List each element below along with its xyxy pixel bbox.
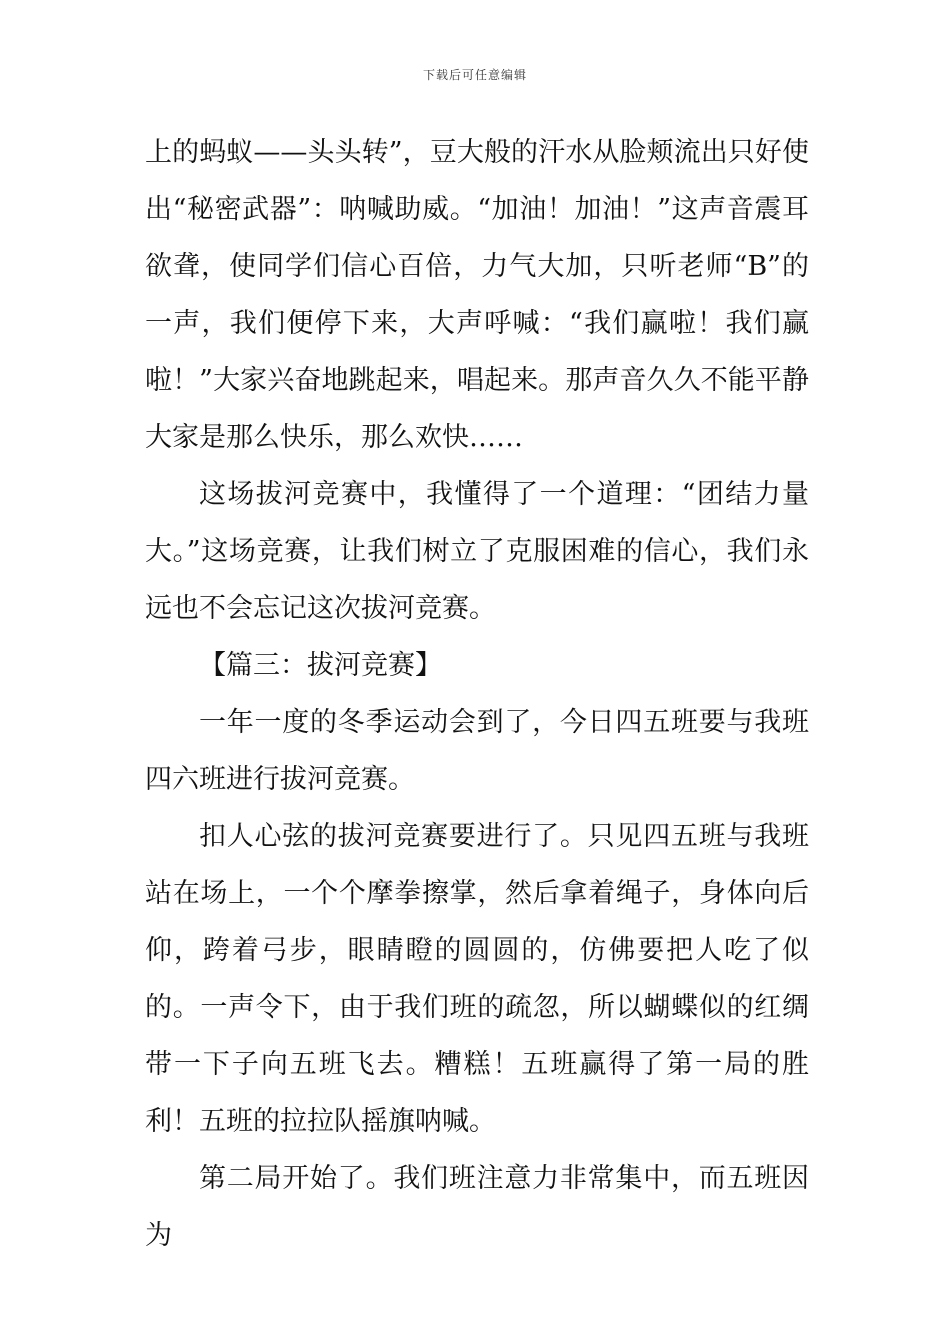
paragraph-second-round: 第二局开始了。我们班注意力非常集中，而五班因为: [145, 1163, 809, 1251]
paragraph-continuation: 上的蚂蚁——头头转”，豆大般的汗水从脸颊流出只好使出“秘密武器”：呐喊助威。“加油！加油！”这声音震耳欲聋，使同学们信心百倍，力气大加，只听老师“B”的一声，我们便停下来，大声呼喊：“我们赢啦！我们赢啦！”大家兴奋地跳起来，唱起来。那声音久久不能平静大家是那么快乐，那么欢快……: [145, 137, 809, 453]
document-body: [145, 124, 809, 1264]
paragraph-first-round: 扣人心弦的拔河竞赛要进行了。只见四五班与我班站在场上，一个个摩拳擦掌，然后拿着绳子，身体向后仰，跨着弓步，眼睛瞪的圆圆的，仿佛要把人吃了似的。一声令下，由于我们班的疏忽，所以蝴蝶似的红绸带一下子向五班飞去。糟糕！五班赢得了第一局的胜利！五班的拉拉队摇旗呐喊。: [145, 821, 809, 1137]
page-header: 下载后可任意编辑: [422, 68, 527, 82]
section-heading: 【篇三：拔河竞赛】: [199, 650, 442, 681]
paragraph-lesson: 这场拔河竞赛中，我懂得了一个道理：“团结力量大。”这场竞赛，让我们树立了克服困难的信心，我们永远也不会忘记这次拔河竞赛。: [145, 479, 809, 624]
paragraph-intro: 一年一度的冬季运动会到了，今日四五班要与我班四六班进行拔河竞赛。: [145, 707, 809, 795]
